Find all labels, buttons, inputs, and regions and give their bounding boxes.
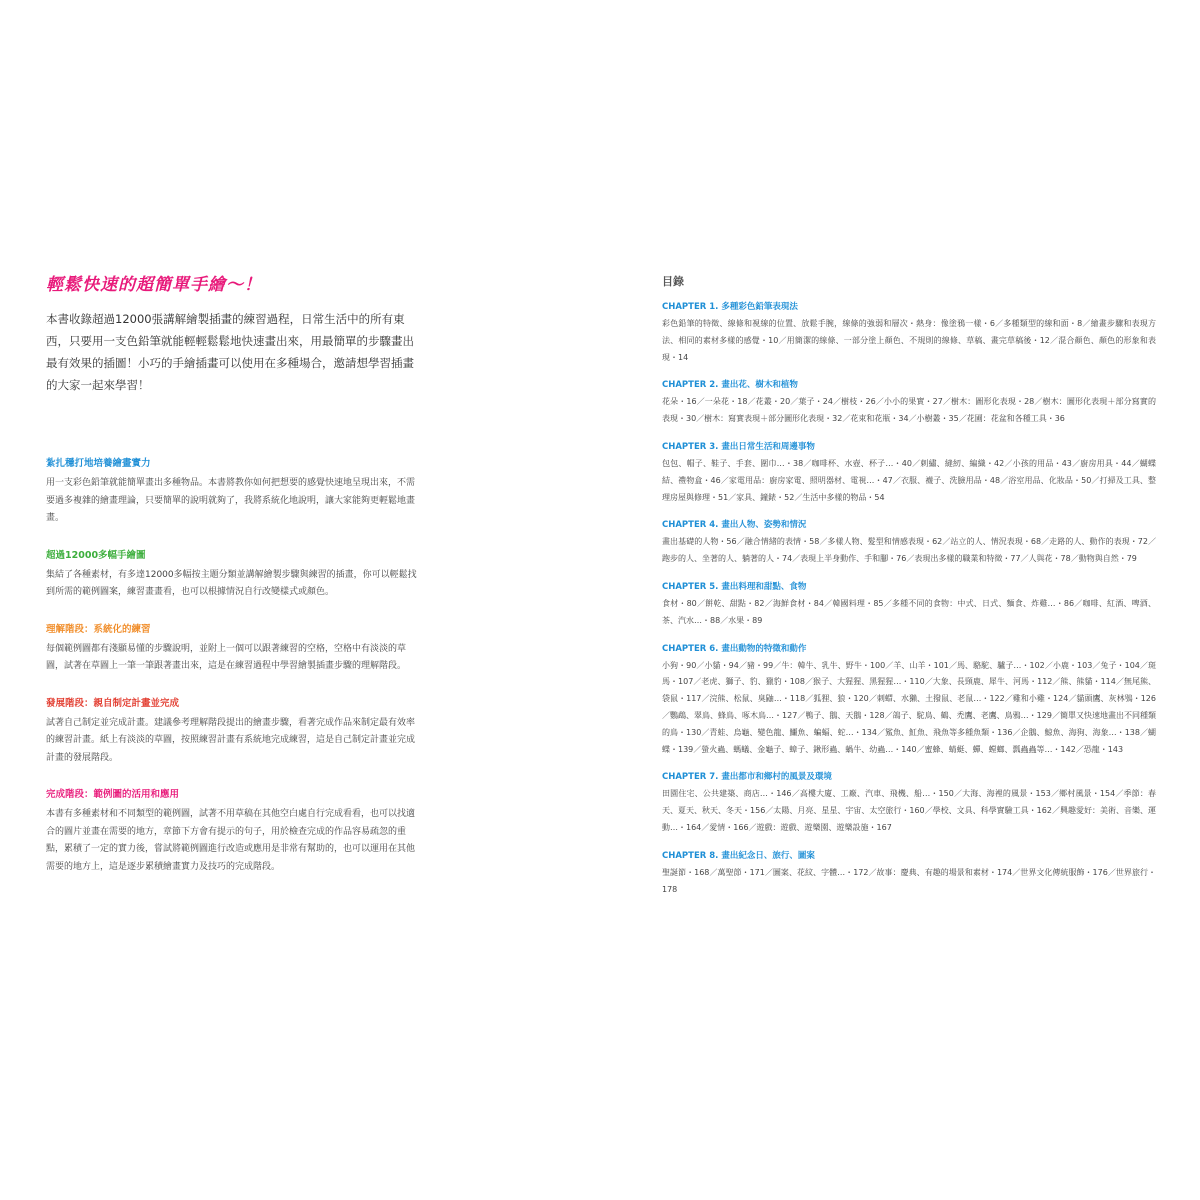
feature-title: 發展階段：親自制定計畫並完成 bbox=[46, 697, 180, 709]
toc-chapter bbox=[662, 642, 1156, 759]
feature-title: 超過12000多幅手繪圖 bbox=[46, 549, 146, 561]
toc-chapter bbox=[662, 580, 1156, 630]
chapter-title: CHAPTER 8. 畫出紀念日、旅行、圖案 bbox=[662, 850, 815, 861]
toc-chapter bbox=[662, 849, 1156, 899]
toc-chapter bbox=[662, 770, 1156, 836]
feature-title: 紮扎穩打地培養繪畫實力 bbox=[46, 458, 151, 469]
toc-chapter bbox=[662, 440, 1156, 506]
chapter-contents: 畫出基礎的人物・56／融合情緒的表情・58／多樣人物、髮型和情感表現・62／站立的人、情況表現・68／走路的人、動作的表現・72／跑步的人、坐著的人、躺著的人・74／表現上半身動作、手和腳・76／表現出多樣的職業和特徵・77／人與花・78／動物與自然・79 bbox=[662, 537, 1156, 564]
toc-chapter bbox=[662, 300, 1156, 366]
chapter-contents: 花朵・16／一朵花・18／花叢・20／葉子・24／樹枝・26／小小的果實・27／樹木：圖形化表現・28／樹木：圖形化表現＋部分寫實的表現・30／樹木：寫實表現＋部分圖形化表現・32／花束和花瓶・34／小樹叢・35／花圃：花盆和各種工具・36 bbox=[662, 397, 1156, 424]
feature-body: 每個範例圖都有淺顯易懂的步驟說明，並附上一個可以跟著練習的空格，空格中有淡淡的草圖，試著在草圖上一筆一筆跟著畫出來，這是在練習過程中學習繪製插畫步驟的理解階段。 bbox=[46, 643, 407, 671]
chapter-title: CHAPTER 5. 畫出料理和甜點、食物 bbox=[662, 581, 807, 592]
feature-section bbox=[46, 622, 421, 676]
feature-section bbox=[46, 456, 421, 528]
chapter-title: CHAPTER 2. 畫出花、樹木和植物 bbox=[662, 380, 798, 391]
feature-body: 集結了各種素材，有多達12000多幅按主題分類並講解繪製步驟與練習的插畫，你可以輕鬆找到所需的範例圖案，練習畫畫看，也可以根據情況自行改變樣式或顏色。 bbox=[46, 569, 417, 597]
feature-body: 用一支彩色鉛筆就能簡單畫出多種物品。本書將教你如何把想要的感覺快速地呈現出來，不需要過多複雜的繪畫理論，只要簡單的說明就夠了，我將系統化地說明，讓大家能夠更輕鬆地畫畫。 bbox=[46, 478, 416, 523]
feature-section bbox=[46, 548, 421, 602]
chapter-title: CHAPTER 1. 多種彩色鉛筆表現法 bbox=[662, 302, 798, 312]
chapter-contents: 田園住宅、公共建築、商店…・146／高樓大廈、工廠、汽車、飛機、船…・150／大海、海裡的風景・153／鄉村風景・154／季節：春天、夏天、秋天、冬天・156／太陽、月亮、星星、宇宙、太空旅行・160／學校、文具、科學實驗工具・162／興趣愛好：美術、音樂、運動…・164／愛情・166／遊戲：遊戲、遊樂園、遊樂設施・167 bbox=[662, 789, 1156, 832]
chapter-title: CHAPTER 4. 畫出人物、姿勢和情況 bbox=[662, 520, 807, 531]
right-page-toc bbox=[662, 274, 1156, 910]
toc-chapter bbox=[662, 378, 1156, 428]
feature-title: 理解階段：系統化的練習 bbox=[46, 623, 151, 635]
feature-body: 試著自己制定並完成計畫。建議參考理解階段提出的繪畫步驟，看著完成作品來制定最有效率的練習計畫。紙上有淡淡的草圖，按照練習計畫有系統地完成練習，這是自己制定計畫並完成計畫的發展階段。 bbox=[46, 717, 416, 763]
intro-paragraph: 本書收錄超過12000張講解繪製插畫的練習過程，日常生活中的所有東西，只要用一支色鉛筆就能輕輕鬆鬆地快速畫出來，用最簡單的步驟畫出最有效果的插圖！小巧的手繪插畫可以使用在多種場合，邀請想學習插畫的大家一起來學習！ bbox=[46, 312, 414, 392]
feature-body: 本書有多種素材和不同類型的範例圖，試著不用草稿在其他空白處自行完成看看，也可以找適合的圖片並畫在需要的地方，章節下方會有提示的句子，用於檢查完成的作品容易疏忽的重點，累積了一定的實力後，嘗試將範例圖進行改造或應用是非常有幫助的，也可以運用在其他需要的地方上，這是逐步累積繪畫實力及技巧的完成階段。 bbox=[46, 809, 416, 872]
feature-section bbox=[46, 787, 421, 876]
chapter-contents: 彩色鉛筆的特徵、線條和視線的位置、放鬆手腕，線條的強弱和層次・熱身：像塗鴉一樣・6／多種類型的線和面・8／繪畫步驟和表現方法、相同的素材多樣的感覺・10／用簡潔的線條、一部分塗上顏色、不規則的線條、草稿、畫完草稿後・12／混合顏色、顏色的形象和表現・14 bbox=[662, 319, 1156, 362]
chapter-contents: 食材・80／餅乾、甜點・82／海鮮食材・84／韓國料理・85／多種不同的食物：中式、日式、麵食、炸雞…・86／咖啡、紅酒、啤酒、茶、汽水…・88／水果・89 bbox=[662, 598, 1156, 625]
headline: 輕鬆快速的超簡單手繪～！ bbox=[46, 275, 262, 295]
toc-chapter bbox=[662, 518, 1156, 568]
chapter-title: CHAPTER 3. 畫出日常生活和周邊事物 bbox=[662, 441, 815, 452]
chapter-title: CHAPTER 6. 畫出動物的特徵和動作 bbox=[662, 643, 807, 654]
chapter-title: CHAPTER 7. 畫出都市和鄉村的風景及環境 bbox=[662, 772, 832, 783]
chapter-contents: 小狗・90／小貓・94／豬・99／牛：韓牛、乳牛、野牛・100／羊、山羊・101／馬、駱駝、驢子…・102／小鹿・103／兔子・104／斑馬・107／老虎、獅子、豹、獵豹・108／猴子、大猩猩、黑猩猩…・110／大象、長頸鹿、犀牛、河馬・112／熊、熊貓・114／無尾熊、袋鼠・117／浣熊、松鼠、臭鼬…・118／狐狸、狼・120／刺蝟、水獺、土撥鼠、老鼠…・122／雞和小雞・124／貓頭鷹、灰林鴞・126／鸚鵡、翠鳥、蜂鳥、啄木鳥…・127／鴨子、鵝、天鵝・128／鴿子、駝鳥、鶴、禿鷹、老鷹、鳥鴉…・129／簡單又快速地畫出不同種類的鳥・130／青蛙、烏龜、變色龍、鱷魚、蝙蝠、蛇…・134／鯊魚、魟魚、飛魚等多種魚類・136／企鵝、鯨魚、海狗、海象…・138／蝴蝶・139／螢火蟲、螞蟻、金龜子、蟑子、鍬形蟲、蝸牛、幼蟲…・140／蜜蜂、蜻蜓、蟬、螳螂、瓢蟲蟲等…・142／恐龍・143 bbox=[662, 660, 1156, 754]
chapter-contents: 聖誕節・168／萬聖節・171／圖案、花紋、字體…・172／故事：慶典、有趣的場景和素材・174／世界文化傳統服飾・176／世界旅行・178 bbox=[662, 867, 1156, 894]
feature-section bbox=[46, 696, 421, 768]
chapter-contents: 包包、帽子、鞋子、手套、圍巾…・38／咖啡杯、水壺、杯子…・40／刺繡、縫紉、編織・42／小孩的用品・43／廚房用具・44／蝴蝶結、禮物盒・46／家電用品：廚房家電、照明器材、電視…・47／衣服、襪子、洗臉用品・48／浴室用品、化妝品・50／打掃及工具、整理房屋與修理・51／家具、鐘錶・52／生活中多樣的物品・54 bbox=[662, 458, 1156, 502]
feature-title: 完成階段：範例圖的活用和應用 bbox=[46, 789, 180, 800]
toc-title: 目錄 bbox=[662, 275, 684, 288]
left-page bbox=[46, 272, 421, 896]
